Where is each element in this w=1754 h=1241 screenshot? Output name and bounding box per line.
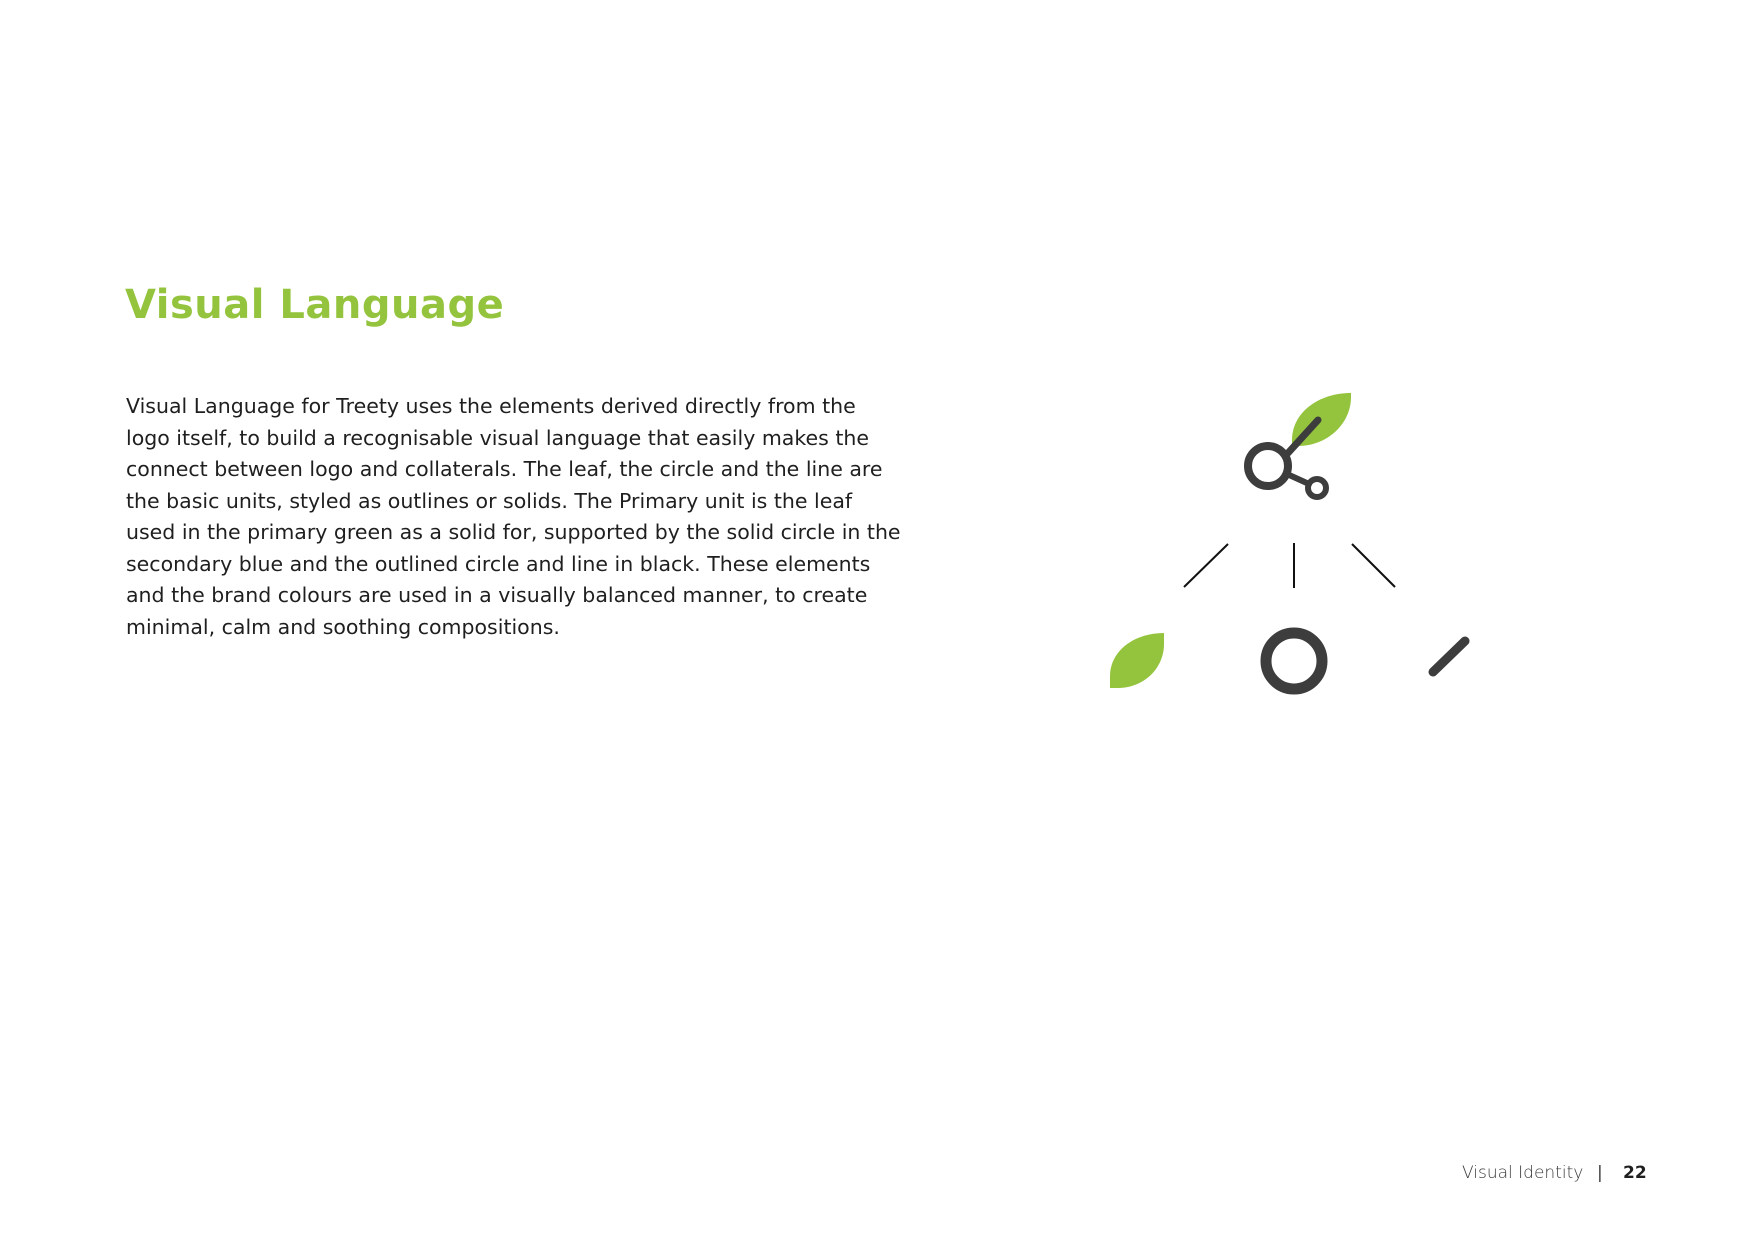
paragraph-line: used in the primary green as a solid for, supported by the solid circle in the xyxy=(126,520,901,544)
intro-paragraph xyxy=(126,391,926,643)
footer-divider: | xyxy=(1597,1163,1603,1183)
logo-small-circle-icon xyxy=(1308,479,1326,497)
paragraph-line: logo itself, to build a recognisable visual language that easily makes the xyxy=(126,425,869,450)
paragraph-line: Visual Language for Treety uses the elements derived directly from the xyxy=(126,394,856,418)
line-icon xyxy=(1433,641,1465,672)
connector-right xyxy=(1352,544,1395,587)
leaf-icon xyxy=(1110,633,1164,688)
paragraph-line: the basic units, styled as outlines or solids. The Primary unit is the leaf xyxy=(126,488,853,513)
treety-logo-mark xyxy=(1248,393,1351,497)
circle-outline-icon xyxy=(1266,633,1322,689)
logo-large-circle-icon xyxy=(1248,446,1288,486)
page-footer xyxy=(1440,1163,1647,1189)
paragraph-line: secondary blue and the outlined circle and line in black. These elements xyxy=(126,551,871,576)
page-title: Visual Language xyxy=(125,282,505,328)
logo-connector-line xyxy=(1287,474,1309,484)
connector-left xyxy=(1184,544,1228,587)
page-number: 22 xyxy=(1623,1163,1647,1183)
paragraph-line: and the brand colours are used in a visually balanced manner, to create xyxy=(126,583,868,607)
paragraph-line: connect between logo and collaterals. The leaf, the circle and the line are xyxy=(126,457,883,481)
paragraph-line: minimal, calm and soothing compositions. xyxy=(126,614,560,639)
footer-section-label: Visual Identity xyxy=(1462,1163,1584,1183)
visual-language-diagram xyxy=(1090,380,1510,720)
